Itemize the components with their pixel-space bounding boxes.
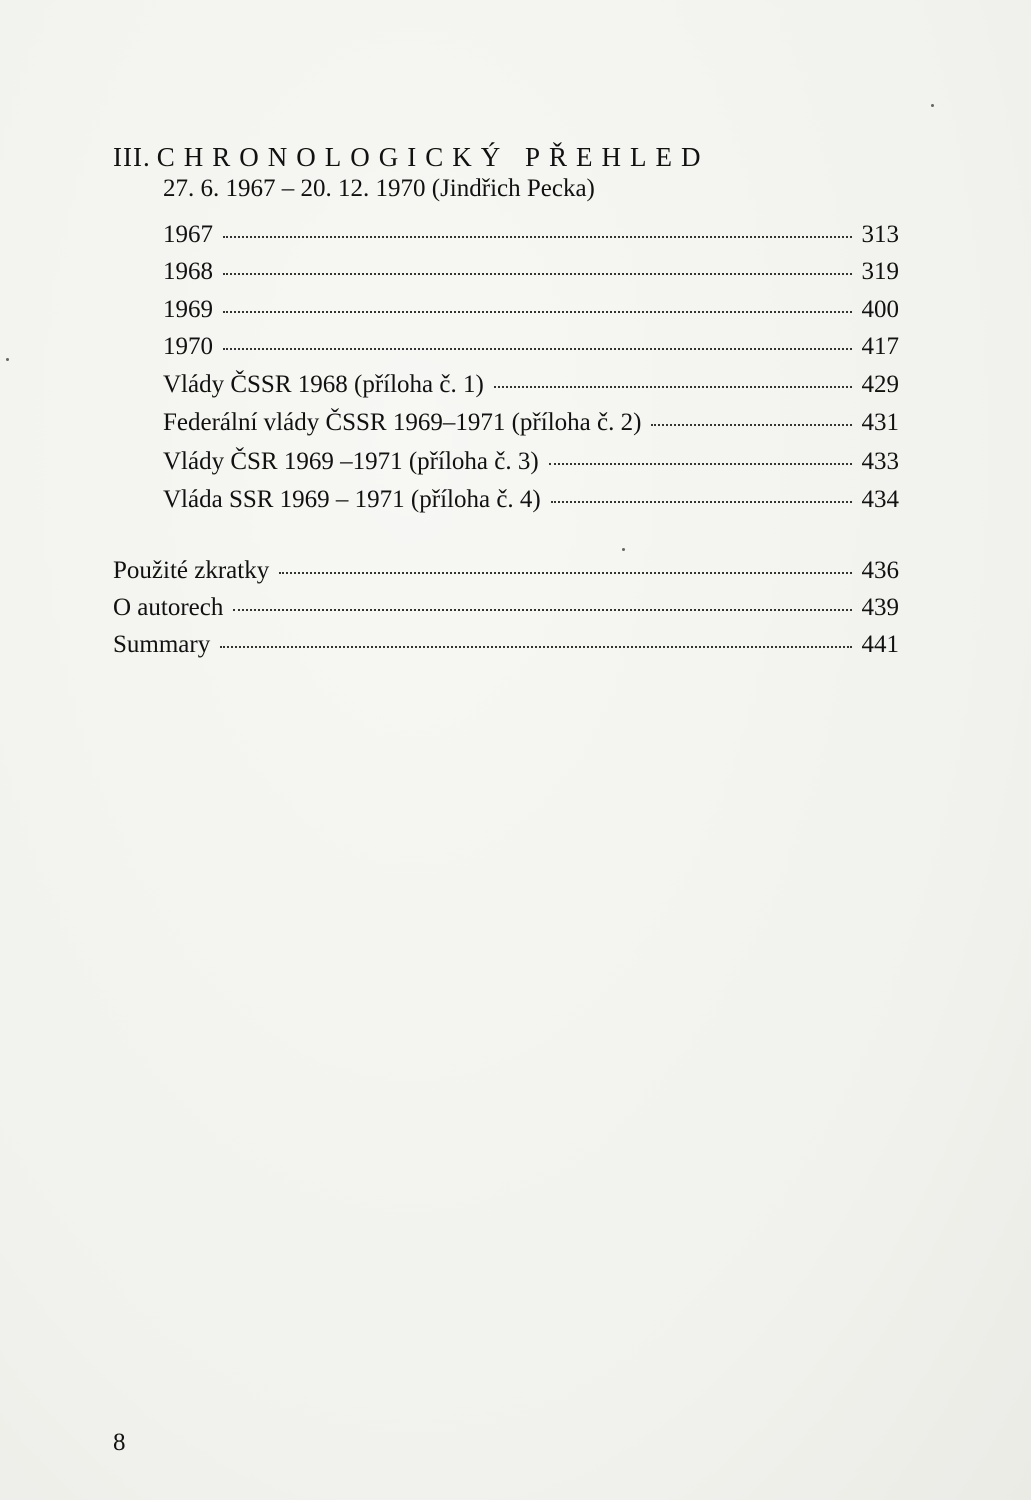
- toc-entry: [163, 256, 899, 288]
- toc-entry-page: 441: [861, 631, 899, 658]
- dot-leader: [223, 291, 852, 313]
- toc-entry: [113, 555, 899, 587]
- toc-entry: [113, 592, 899, 624]
- dot-leader: [223, 216, 852, 238]
- dot-leader: [549, 443, 852, 465]
- toc-entry-page: 417: [861, 333, 899, 360]
- dot-leader: [551, 481, 852, 503]
- toc-entry: [163, 369, 899, 401]
- toc-entry-page: 400: [861, 296, 899, 323]
- toc-entry: [163, 484, 899, 516]
- toc-entry-page: 439: [861, 594, 899, 621]
- toc-entry-label: Vlády ČSSR 1968 (příloha č. 1): [163, 371, 484, 398]
- toc-entry-page: 436: [861, 557, 899, 584]
- toc-entry-label: 1967: [163, 221, 213, 248]
- toc-entry-label: 1968: [163, 258, 213, 285]
- toc-entry-label: Vlády ČSR 1969 –1971 (příloha č. 3): [163, 448, 539, 475]
- dot-leader: [494, 366, 852, 388]
- toc-entry: [163, 294, 899, 326]
- dot-leader: [279, 552, 851, 574]
- toc-entry-label: 1970: [163, 333, 213, 360]
- toc-entry: [163, 407, 899, 439]
- paper-speck: [6, 358, 9, 361]
- section-subtitle: 27. 6. 1967 – 20. 12. 1970 (Jindřich Pecka): [163, 175, 595, 202]
- section-title: CHRONOLOGICKÝ PŘEHLED: [156, 142, 710, 172]
- toc-entry-label: Vláda SSR 1969 – 1971 (příloha č. 4): [163, 486, 541, 513]
- dot-leader: [223, 328, 852, 350]
- page-number: 8: [113, 1429, 126, 1456]
- dot-leader: [233, 589, 851, 611]
- toc-entry-label: Použité zkratky: [113, 557, 270, 584]
- toc-entry: [113, 629, 899, 661]
- toc-entry-label: Federální vlády ČSSR 1969–1971 (příloha č. 2): [163, 409, 642, 436]
- toc-entry: [163, 446, 899, 478]
- toc-entry: [163, 219, 899, 251]
- section-heading: [113, 140, 709, 174]
- dot-leader: [651, 404, 851, 426]
- toc-entry-label: Summary: [113, 631, 211, 658]
- toc-entry-label: O autorech: [113, 594, 224, 621]
- toc-entry-page: 433: [861, 448, 899, 475]
- dot-leader: [223, 253, 852, 275]
- toc-entry-page: 319: [861, 258, 899, 285]
- toc-entry-page: 434: [861, 486, 899, 513]
- section-number: III.: [113, 142, 151, 172]
- toc-entry: [163, 331, 899, 363]
- paper-speck: [622, 548, 625, 551]
- toc-entry-page: 313: [861, 221, 899, 248]
- toc-entry-page: 431: [861, 409, 899, 436]
- toc-entry-page: 429: [861, 371, 899, 398]
- toc-entry-label: 1969: [163, 296, 213, 323]
- paper-speck: [931, 104, 934, 107]
- dot-leader: [220, 626, 851, 648]
